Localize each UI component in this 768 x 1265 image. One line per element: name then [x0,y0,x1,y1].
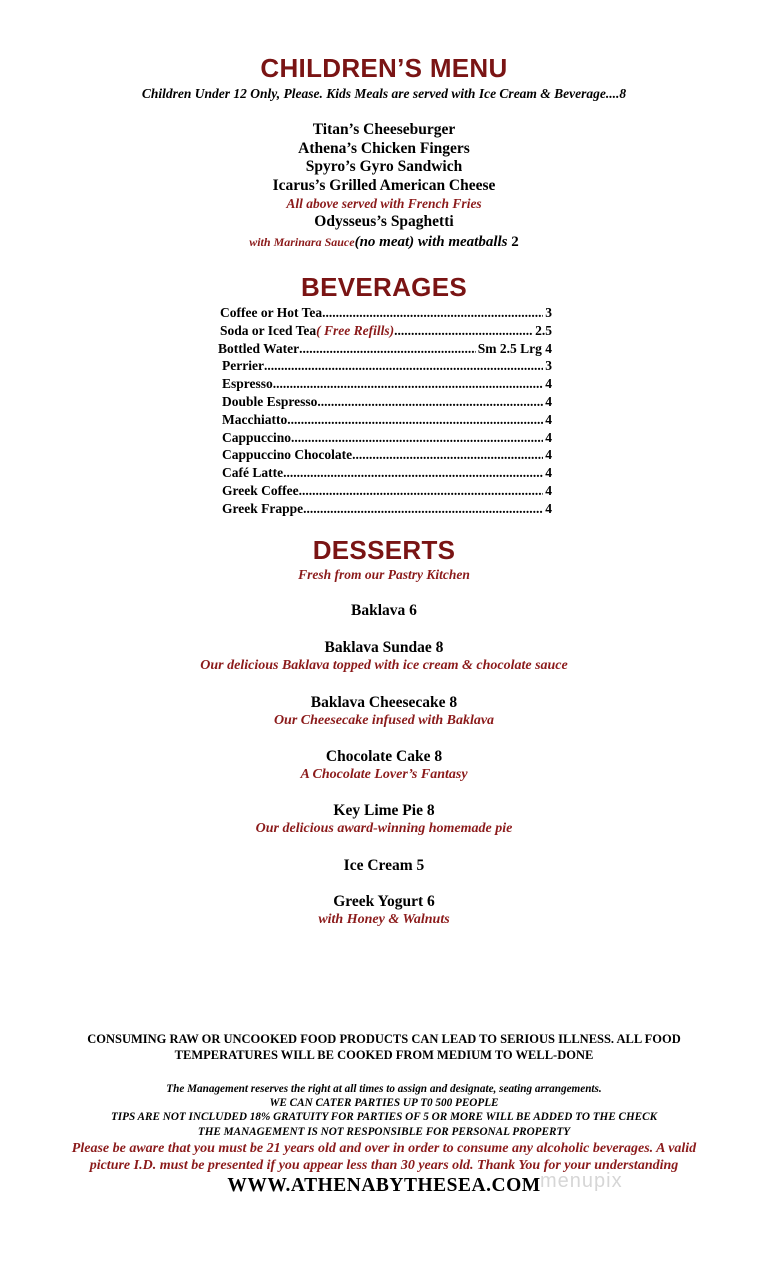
beverage-price: 2.5 [535,322,552,338]
beverage-price: 4 [545,411,552,427]
beverage-row [222,464,552,482]
beverage-name: Perrier [222,358,264,374]
desserts-subtitle: Fresh from our Pastry Kitchen [298,567,470,582]
dessert-item [0,639,768,675]
beverage-row [220,322,552,340]
warning-line: CONSUMING RAW OR UNCOOKED FOOD PRODUCTS CAN LEAD TO SERIOUS ILLNESS. ALL FOOD [87,1032,681,1046]
dessert-name: Baklava Sundae 8 [324,639,444,656]
beverage-price: 4 [545,429,552,445]
website-url: WWW.ATHENABYTHESEA.COM [227,1175,541,1196]
beverage-name: Greek Coffee [222,482,299,498]
alcohol-line: Please be aware that you must be 21 years old and over in order to consume any alcoholic beverages. A valid [71,1141,697,1156]
desserts-heading: DESSERTS [312,535,456,565]
beverage-name: Cappuccino [222,429,292,445]
dot-leader [291,429,543,447]
beverage-price: 4 [545,376,552,392]
beverage-name: Greek Frappe [222,500,304,516]
kids-item: Titan’s Cheeseburger [312,121,456,138]
dessert-item [0,748,768,784]
dessert-description: A Chocolate Lover’s Fantasy [300,767,468,782]
beverage-row [220,304,552,322]
management-note: The Management reserves the right at all times to assign and designate, seating arrangements. [166,1083,602,1095]
beverage-name: Coffee or Hot Tea [220,305,323,320]
beverage-price: Sm 2.5 Lrg 4 [477,340,552,356]
alcohol-line: picture I.D. must be presented if you appear less than 30 years old. Thank You for your understanding [89,1158,679,1173]
beverage-row [222,446,552,464]
kids-item: Athena’s Chicken Fingers [298,139,470,157]
dessert-name: Key Lime Pie 8 [333,802,435,819]
warning-line: TEMPERATURES WILL BE COOKED FROM MEDIUM TO WELL-DONE [174,1048,594,1062]
dot-leader [352,446,543,464]
management-note: THE MANAGEMENT IS NOT RESPONSIBLE FOR PERSONAL PROPERTY [197,1125,571,1138]
dessert-name: Chocolate Cake 8 [325,748,443,765]
beverage-name: Double Espresso [222,393,318,409]
food-safety-warning [0,1031,768,1063]
dot-leader [303,500,543,518]
beverage-row [222,429,552,447]
dot-leader [287,411,543,429]
beverage-note: ( Free Refills) [316,322,395,338]
beverage-name: Espresso [222,376,273,392]
beverage-row [222,393,552,411]
beverage-name: Macchiatto [222,411,288,427]
beverage-row [222,357,552,375]
dot-leader [394,322,533,340]
dessert-description: Our delicious award-winning homemade pie [255,821,513,836]
dot-leader [299,340,476,358]
dot-leader [322,304,543,322]
dessert-name: Baklava 6 [351,602,417,619]
childrens-menu-heading: CHILDREN’S MENU [260,53,508,83]
dessert-name: Greek Yogurt 6 [333,893,435,910]
kids-item: Icarus’s Grilled American Cheese [272,176,496,194]
spaghetti-no-meat: (no meat) with meatballs [354,233,508,250]
dessert-description: Our Cheesecake infused with Baklava [273,713,495,728]
dessert-item [0,857,768,875]
management-note: TIPS ARE NOT INCLUDED 18% GRATUITY FOR PARTIES OF 5 OR MORE WILL BE ADDED TO THE CHECK [110,1111,658,1124]
beverage-price: 4 [545,393,552,409]
beverage-row [222,411,552,429]
spaghetti-options [0,232,768,252]
management-notes [0,1082,768,1139]
dot-leader [317,393,543,411]
beverage-price: 4 [545,447,552,463]
spaghetti-sauce-note: with Marinara Sauce [249,234,355,249]
beverage-price: 3 [545,305,552,320]
beverage-row [222,482,552,500]
beverage-row [222,375,552,393]
beverage-price: 4 [545,465,552,481]
alcohol-notice [0,1140,768,1174]
dot-leader [273,375,543,393]
dessert-description: with Honey & Walnuts [318,912,450,927]
beverage-price: 3 [545,358,552,374]
dot-leader [299,482,544,500]
beverages-list [220,304,552,518]
dot-leader [264,357,543,375]
beverage-price: 4 [545,500,552,516]
fries-note: All above served with French Fries [286,196,482,211]
beverage-name: Café Latte [222,465,284,481]
beverage-price: 4 [545,482,552,498]
dessert-name: Ice Cream 5 [343,857,425,874]
beverage-row [222,500,552,518]
beverages-heading: BEVERAGES [301,272,467,302]
dessert-description: Our delicious Baklava topped with ice cream & chocolate sauce [200,658,568,673]
kids-item: Spyro’s Gyro Sandwich [305,158,463,175]
beverage-name: Bottled Water [218,340,300,356]
dessert-item [0,893,768,929]
childrens-menu-list [0,121,768,252]
management-note: WE CAN CATER PARTIES UP T0 500 PEOPLE [269,1097,499,1110]
beverage-row [218,340,552,358]
dessert-item [0,694,768,730]
dot-leader [283,464,543,482]
beverage-name: Soda or Iced Tea [220,322,317,338]
dessert-name: Baklava Cheesecake 8 [310,694,458,711]
beverage-name: Cappuccino Chocolate [222,447,353,463]
spaghetti-meatballs-note: (no meat) with meatballs 2 [354,233,519,250]
dessert-item [0,602,768,620]
kids-item-spaghetti: Odysseus’s Spaghetti [314,213,454,230]
menupix-watermark: menupix [540,1170,623,1192]
dessert-item [0,802,768,838]
childrens-menu-subtitle: Children Under 12 Only, Please. Kids Meals are served with Ice Cream & Beverage....8 [141,86,627,101]
